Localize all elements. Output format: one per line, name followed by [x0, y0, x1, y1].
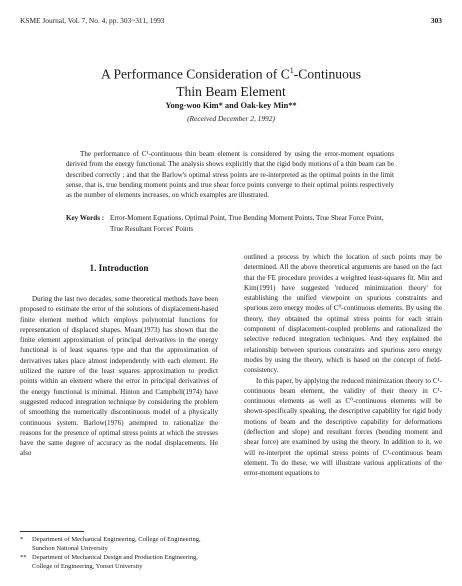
paper-title [30, 62, 432, 100]
right-column [244, 252, 442, 479]
footnotes [20, 531, 218, 571]
intro-paragraph-2: In this paper, by applying the reduced minimization theory to C¹-continuous beam element, the validity of their theory in C¹-continuous elements as well as C⁰-continuous elements will be shown-specifically speaking, the descriptive capability for rigid body motions of beam and the descriptive capability for deformations (deflection and slope) and resultant forces (bending moment and shear force) are examined by using the theory. In addition to it, we will re-interpret the optimal stress points of C¹-continuous beam element. To do these, we will illustrate various applications of the error-moment equations to [244, 376, 442, 478]
intro-paragraph-1-continued: outlined a process by which the location of such points may be determined. All the above theoretical arguments are based on the fact that the FE procedure provides a weighted least-squares fit. Min and Kim(1991) have suggested 'reduced minimization theory' for establishing the unified viewpoint on spurious constraints and spurious zero energy modes of C⁰-continuous elements. By using the theory, they obtained the optimal stress points for each strain component of displacement-coupled problems and rationalized the selective reduced integration techniques. And they explained the relationship between spurious constraints and spurious zero energy modes by using the theory, which is based on the concept of field-consistency. [244, 253, 442, 375]
footnote-2-mark: ** [20, 554, 27, 561]
page-number: 303 [430, 16, 442, 25]
title-line-1-end: -Continuous [293, 66, 361, 82]
footnote-rule [20, 531, 84, 532]
footnote-1 [20, 535, 218, 553]
author-list: Yong-woo Kim* and Oak-key Min** [165, 101, 297, 110]
title-line-2: Thin Beam Element [176, 83, 286, 99]
title-superscript: 1 [289, 66, 294, 75]
received-date: (Received December 2, 1992) [187, 114, 275, 123]
title-line-1-start: A Performance Consideration of C [101, 66, 290, 82]
footnote-1-text: Department of Mechanical Engineering, College of Engineering, Sunchon National University [32, 536, 201, 552]
keywords-text: Error-Moment Equations, Optimal Point, True Bending Moment Points, True Shear Force Point, True Resultant Forces' Points [110, 214, 384, 233]
abstract-text: The performance of C¹-continuous thin beam element is considered by using the error-moment equations derived from the energy functional. The analysis shows explicitly that the rigid body motions of a thin beam can be described correctly ; and that the Barlow's optimal stress points are re-interpreted as the optimal points in the limit sense, that is, true bending moment points and true shear force points converge to their optimal points respectively as the number of elements increases, on which examples are illustrated. [66, 150, 394, 200]
footnote-2-text: Department of Mechanical Design and Production Engineering, College of Engineering, Yonsei University [32, 554, 198, 570]
footnote-2 [20, 553, 218, 571]
title-line-1 [30, 62, 432, 83]
keywords-label: Key Words : [66, 214, 105, 222]
running-header [20, 16, 442, 28]
left-column [20, 262, 218, 459]
intro-paragraph-1: During the last two decades, some theoretical methods have been proposed to estimate the error of the solutions of displacement-based finite element method which employs polynomial functions for representation of displaced shapes. Moan(1973) has shown that the finite element approximation of principal derivatives in the energy functional is of least squares type and that the approximation of derivatives takes place almost independently with each element. He utilized the nature of the least squares approximation to predict points within an element where the error in principal derivatives of the energy functional is minimal. Hinton and Campbell(1974) have suggested reduced integration technique by considering the problem of smoothing the numerically discontinuous model of a physically continuous system. Barlow(1976) attempted to rationalize the reasons for the presence of optimal stress points at which the stresses have the same degree of accuracy as the nodal displacements. He also [20, 295, 218, 458]
journal-citation: KSME Journal, Vol. 7, No. 4, pp. 303~311, 1993 [20, 16, 165, 25]
abstract [66, 149, 394, 200]
section-heading: 1. Introduction [89, 263, 149, 273]
footnote-1-mark: * [20, 536, 24, 543]
